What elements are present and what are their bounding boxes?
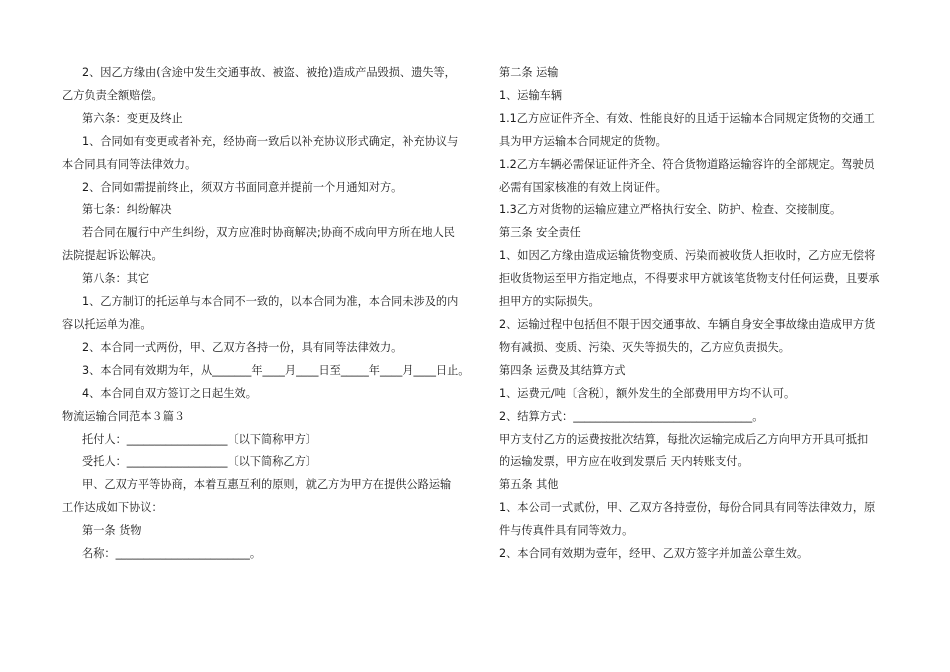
left-line-4: 1、合同如有变更或者补充，经协商一致后以补充协议形式确定，补充协议与 bbox=[82, 134, 459, 148]
right-column bbox=[499, 62, 887, 566]
right-line-7: 1.3乙方对货物的运输应建立严格执行安全、防护、检查、交接制度。 bbox=[499, 203, 842, 217]
left-line-12: 容以托运单为准。 bbox=[62, 317, 152, 331]
right-line-11: 担甲方的实际损失。 bbox=[499, 295, 600, 309]
left-line-18: 受托人：__________________〔以下简称乙方〕 bbox=[82, 455, 317, 469]
left-line-8: 若合同在履行中产生纠纷，双方应准时协商解决;协商不成向甲方所在地人民 bbox=[82, 226, 455, 240]
left-line-3: 第六条：变更及终止 bbox=[82, 111, 183, 125]
right-line-8: 第三条 安全责任 bbox=[499, 226, 581, 240]
right-line-22: 2、本合同有效期为壹年，经甲、乙双方签字并加盖公章生效。 bbox=[499, 547, 809, 561]
left-line-22: 名称：________________________。 bbox=[82, 547, 262, 561]
left-line-19: 甲、乙双方平等协商，本着互惠互利的原则，就乙方为甲方在提供公路运输 bbox=[82, 478, 452, 492]
left-line-15: 4、本合同自双方签订之日起生效。 bbox=[82, 386, 257, 400]
right-line-18: 的运输发票，甲方应在收到发票后 天内转账支付。 bbox=[499, 455, 749, 469]
right-line-14: 第四条 运费及其结算方式 bbox=[499, 363, 626, 377]
left-line-9: 法院提起诉讼解决。 bbox=[62, 249, 163, 263]
right-line-17: 甲方支付乙方的运费按批次结算，每批次运输完成后乙方向甲方开具可抵扣 bbox=[499, 432, 869, 446]
right-line-15: 1、运费元/吨〔含税〕，额外发生的全部费用甲方均不认可。 bbox=[499, 386, 796, 400]
left-line-20: 工作达成如下协议： bbox=[62, 501, 163, 515]
right-line-12: 2、运输过程中包括但不限于因交通事故、车辆自身安全事故缘由造成甲方货 bbox=[499, 317, 876, 331]
left-line-17: 托付人：__________________〔以下简称甲方〕 bbox=[82, 432, 317, 446]
left-line-5: 本合同具有同等法律效力。 bbox=[62, 157, 197, 171]
left-line-2: 乙方负责全额赔偿。 bbox=[62, 88, 163, 102]
left-line-7: 第七条：纠纷解决 bbox=[82, 203, 172, 217]
right-line-4: 具为甲方运输本合同规定的货物。 bbox=[499, 134, 667, 148]
right-line-20: 1、本公司一式贰份，甲、乙双方各持壹份，每份合同具有同等法律效力，原 bbox=[499, 501, 876, 515]
right-line-5: 1.2乙方车辆必需保证证件齐全、符合货物道路运输容许的全部规定。驾驶员 bbox=[499, 157, 875, 171]
right-line-1: 第二条 运输 bbox=[499, 66, 559, 79]
right-line-21: 件与传真件具有同等效力。 bbox=[499, 524, 634, 538]
left-line-16: 物流运输合同范本３篇３ bbox=[62, 409, 186, 423]
right-line-16: 2、结算方式：________________________________。 bbox=[499, 409, 764, 423]
right-line-2: 1、运输车辆 bbox=[499, 88, 563, 102]
right-line-6: 必需有国家核准的有效上岗证件。 bbox=[499, 180, 667, 194]
right-line-10: 拒收货物运至甲方指定地点，不得要求甲方就该笔货物支付任何运费，且要承 bbox=[499, 272, 880, 286]
right-line-9: 1、如因乙方缘由造成运输货物变质、污染而被收货人拒收时，乙方应无偿将 bbox=[499, 249, 876, 263]
left-line-11: 1、乙方制订的托运单与本合同不一致的，以本合同为准，本合同未涉及的内 bbox=[82, 295, 459, 309]
right-line-13: 物有减损、变质、污染、灭失等损失的，乙方应负责损失。 bbox=[499, 340, 790, 354]
right-line-19: 第五条 其他 bbox=[499, 478, 559, 492]
left-line-6: 2、合同如需提前终止，须双方书面同意并提前一个月通知对方。 bbox=[82, 180, 403, 194]
right-line-3: 1.1乙方应证件齐全、有效、性能良好的且适于运输本合同规定货物的交通工 bbox=[499, 111, 875, 125]
left-line-10: 第八条：其它 bbox=[82, 272, 150, 286]
left-line-13: 2、本合同一式两份，甲、乙双方各持一份，具有同等法律效力。 bbox=[82, 340, 403, 354]
left-line-1: 2、因乙方缘由(含途中发生交通事故、被盗、被抢)造成产品毁损、遗失等， bbox=[82, 66, 456, 79]
left-line-21: 第一条 货物 bbox=[82, 524, 142, 538]
left-line-14: 3、本合同有效期为年，从_______年____月____日至_____年____月____日止。 bbox=[82, 363, 470, 377]
left-column bbox=[62, 62, 470, 566]
